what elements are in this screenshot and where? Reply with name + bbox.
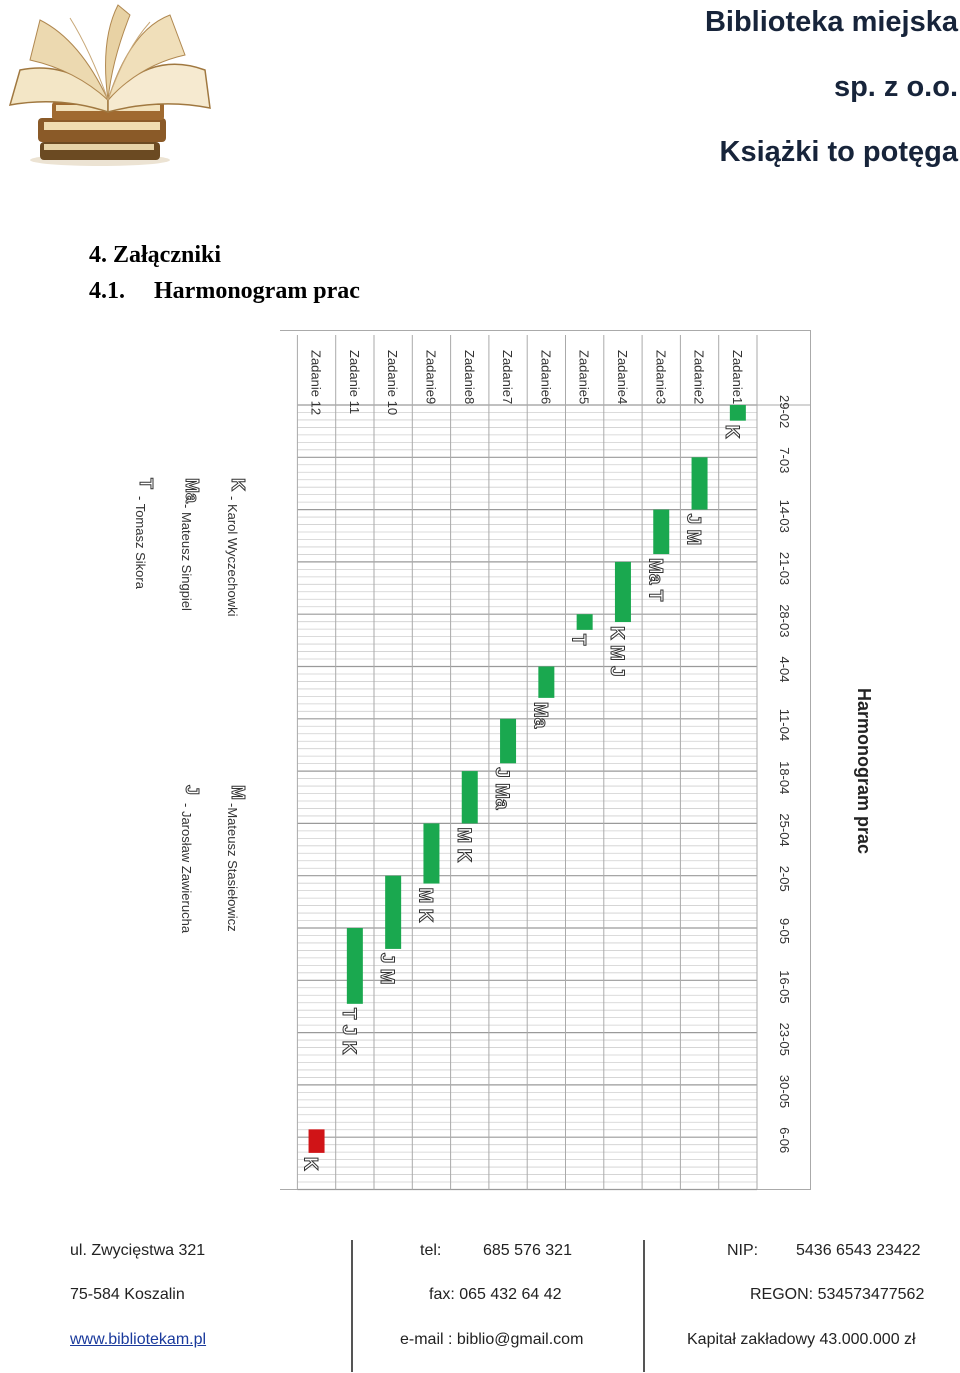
task-label: Zadanie5: [576, 350, 592, 405]
footer-nip-value: 5436 6543 23422: [796, 1242, 921, 1259]
date-label: 21-03: [777, 551, 792, 586]
date-label: 25-04: [777, 813, 792, 847]
task-label: Zadanie2: [691, 350, 707, 405]
footer-tel-value: 685 576 321: [483, 1242, 572, 1259]
footer-divider: [643, 1240, 645, 1372]
task-assignee-label: T: [567, 633, 589, 646]
legend-abbr: M: [228, 785, 248, 800]
task-bar: [309, 1129, 325, 1153]
task-label: Zadanie8: [461, 350, 477, 405]
task-assignee-label: M K: [414, 887, 436, 923]
footer-address-street: ul. Zwycięstwa 321: [70, 1242, 206, 1259]
date-label: 7-03: [777, 447, 792, 474]
date-label: 4-04: [777, 656, 792, 683]
footer-email: e-mail : biblio@gmail.com: [400, 1331, 584, 1348]
task-bar: [653, 510, 669, 554]
footer-nip-label: NIP:: [727, 1242, 759, 1259]
task-assignee-label: J Ma: [491, 767, 513, 810]
task-assignee-label: M K: [452, 827, 474, 863]
date-label: 11-04: [777, 708, 792, 742]
date-label: 9-05: [777, 918, 792, 945]
date-label: 23-05: [777, 1022, 792, 1056]
footer-tel-label: tel:: [420, 1242, 442, 1259]
task-assignee-label: Ma: [529, 701, 551, 729]
task-bar: [577, 614, 593, 630]
task-label: Zadanie9: [423, 350, 439, 405]
legend-abbr: J: [182, 785, 202, 796]
legend-abbr: K: [228, 478, 248, 491]
date-label: 30-05: [777, 1074, 792, 1109]
task-bar: [538, 667, 554, 698]
task-bar: [615, 562, 631, 622]
date-label: 28-03: [777, 604, 792, 638]
task-bar: [423, 823, 439, 883]
subsection-number: 4.1.: [89, 278, 125, 304]
task-label: Zadanie7: [500, 350, 516, 405]
task-bar: [692, 457, 708, 509]
task-label: Zadanie3: [653, 350, 669, 405]
task-assignee-label: J M: [682, 513, 704, 546]
task-bar: [462, 771, 478, 823]
task-assignee-label: J M: [376, 952, 398, 985]
date-label: 14-03: [777, 499, 792, 533]
legend-text: - Karol Wyczechowki: [225, 496, 240, 617]
task-assignee-label: T J K: [337, 1007, 359, 1055]
chart-title: Harmonogram prac: [854, 688, 874, 855]
footer-fax: fax: 065 432 64 42: [429, 1286, 562, 1303]
legend-text: - Mateusz Singpiel: [179, 504, 194, 611]
task-label: Zadanie 11: [346, 350, 362, 415]
task-bar: [500, 719, 516, 763]
task-assignee-label: K: [299, 1156, 321, 1171]
task-assignee-label: K: [720, 424, 742, 439]
date-label: 29-02: [777, 395, 792, 429]
task-bar: [347, 928, 363, 1004]
date-label: 16-05: [777, 970, 792, 1004]
footer-capital: Kapitał zakładowy 43.000.000 zł: [687, 1331, 916, 1348]
legend-text: -Mateusz Stasiełowicz: [225, 803, 240, 932]
task-label: Zadanie6: [538, 350, 554, 405]
footer-address-city: 75-584 Koszalin: [70, 1286, 185, 1303]
task-assignee-label: Ma T: [644, 558, 666, 602]
task-label: Zadanie 10: [385, 350, 401, 416]
task-label: Zadanie1: [729, 350, 745, 405]
task-label: Zadanie4: [614, 350, 630, 405]
date-label: 18-04: [777, 761, 792, 795]
subsection-title: Harmonogram prac: [154, 278, 360, 304]
task-bar: [730, 405, 746, 421]
footer-regon: REGON: 534573477562: [750, 1286, 925, 1303]
company-motto: Książki to potęga: [719, 136, 958, 168]
section-title: Załączniki: [113, 242, 222, 268]
section-number: 4.: [89, 242, 107, 268]
task-label: Zadanie 12: [308, 350, 324, 416]
footer-divider: [351, 1240, 353, 1372]
date-label: 2-05: [777, 865, 792, 892]
legend-abbr: Ma: [182, 478, 202, 504]
date-label: 6-06: [777, 1127, 792, 1154]
legend-abbr: T: [136, 478, 156, 489]
legend-text: - Tomasz Sikora: [133, 496, 148, 589]
task-bar: [385, 876, 401, 949]
task-assignee-label: K M J: [605, 626, 627, 677]
footer-website-link[interactable]: www.bibliotekam.pl: [70, 1331, 207, 1348]
company-name: Biblioteka miejska: [704, 6, 958, 38]
legend-text: - Jarosław Zawierucha: [179, 803, 194, 934]
company-legal-form: sp. z o.o.: [833, 71, 958, 103]
